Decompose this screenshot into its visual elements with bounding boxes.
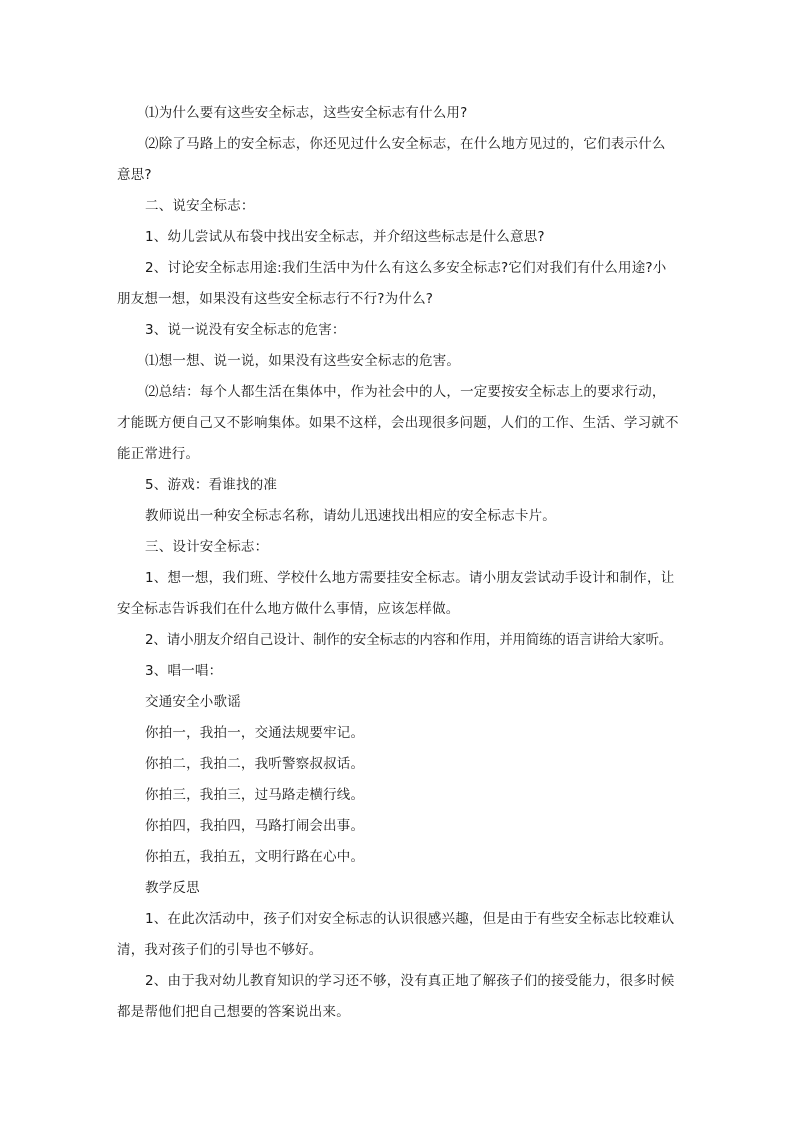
song-line-4: 你拍四，我拍四，马路打闹会出事。	[145, 818, 365, 834]
paragraph-question-1: ⑴为什么要有这些安全标志，这些安全标志有什么用?	[145, 105, 468, 121]
paragraph-substep-2: ⑵总结：每个人都生活在集体中，作为社会中的人，一定要按安全标志上的要求行动，才能既方便自己又不影响集体。如果不这样，会出现很多问题，人们的工作、生活、学习就不能正常进行。	[117, 384, 679, 462]
reflection-1: 1、在此次活动中，孩子们对安全标志的认识很感兴趣，但是由于有些安全标志比较难认清，我对孩子们的引导也不够好。	[117, 911, 675, 958]
song-line-1: 你拍一，我拍一，交通法规要牢记。	[145, 725, 365, 741]
paragraph-question-2: ⑵除了马路上的安全标志，你还见过什么安全标志，在什么地方见过的，它们表示什么意思?	[117, 136, 666, 183]
paragraph-substep-1: ⑴想一想、说一说，如果没有这些安全标志的危害。	[145, 353, 461, 369]
song-line-3: 你拍三，我拍三，过马路走横行线。	[145, 787, 365, 803]
song-line-2: 你拍二，我拍二，我听警察叔叔话。	[145, 756, 365, 772]
paragraph-design-1: 1、想一想，我们班、学校什么地方需要挂安全标志。请小朋友尝试动手设计和制作，让安全标志告诉我们在什么地方做什么事情，应该怎样做。	[117, 570, 675, 617]
paragraph-teacher-instruction: 教师说出一种安全标志名称，请幼儿迅速找出相应的安全标志卡片。	[145, 508, 556, 524]
reflection-2: 2、由于我对幼儿教育知识的学习还不够，没有真正地了解孩子们的接受能力，很多时候都是帮他们把自己想要的答案说出来。	[117, 973, 675, 1020]
paragraph-design-2: 2、请小朋友介绍自己设计、制作的安全标志的内容和作用，并用简练的语言讲给大家听。	[145, 632, 673, 648]
document-body	[117, 98, 679, 1028]
paragraph-step-5: 5、游戏：看谁找的准	[145, 477, 278, 493]
section-heading-3: 三、设计安全标志：	[145, 539, 269, 555]
paragraph-step-2: 2、讨论安全标志用途:我们生活中为什么有这么多安全标志?它们对我们有什么用途?小朋友想一想，如果没有这些安全标志行不行?为什么?	[117, 260, 667, 307]
paragraph-step-3: 3、说一说没有安全标志的危害：	[145, 322, 346, 338]
song-title: 交通安全小歌谣	[145, 694, 241, 710]
paragraph-step-1: 1、幼儿尝试从布袋中找出安全标志，并介绍这些标志是什么意思?	[145, 229, 545, 245]
reflection-heading: 教学反思	[145, 880, 200, 896]
song-line-5: 你拍五，我拍五，文明行路在心中。	[145, 849, 365, 865]
section-heading-2: 二、说安全标志：	[145, 198, 255, 214]
paragraph-design-3: 3、唱一唱：	[145, 663, 223, 679]
